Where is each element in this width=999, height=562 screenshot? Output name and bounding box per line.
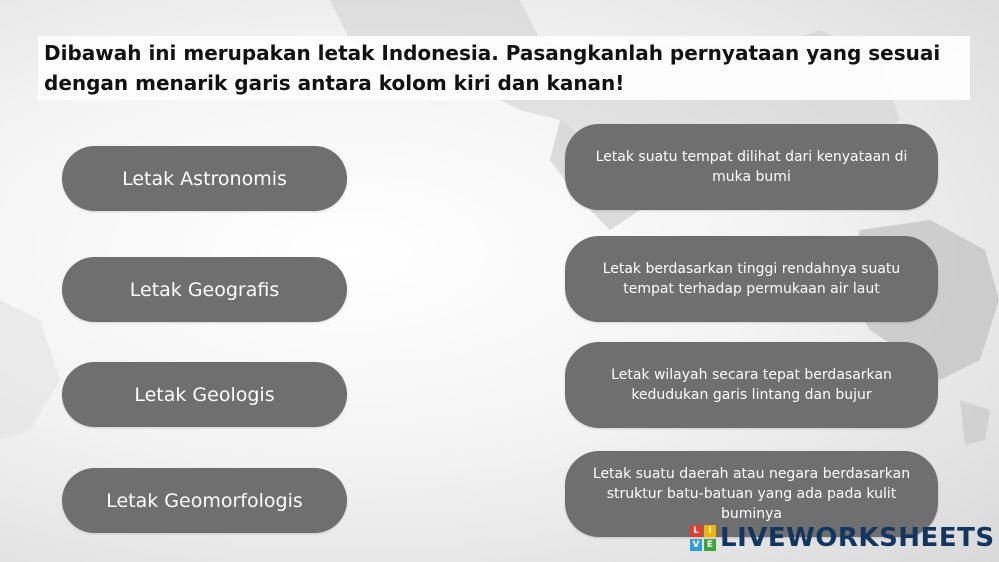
- left-option-geomorfologis[interactable]: Letak Geomorfologis: [62, 468, 347, 533]
- left-option-astronomis[interactable]: Letak Astronomis: [62, 146, 347, 211]
- logo-letter-v: V: [690, 539, 702, 551]
- left-option-geografis[interactable]: Letak Geografis: [62, 257, 347, 322]
- right-option-3[interactable]: Letak wilayah secara tepat berdasarkan kedudukan garis lintang dan bujur: [565, 342, 938, 428]
- logo-text: LIVEWORKSHEETS: [720, 523, 995, 553]
- liveworksheets-logo: [690, 522, 995, 554]
- instruction-text: Dibawah ini merupakan letak Indonesia. Pasangkanlah pernyataan yang sesuai dengan menarik garis antara kolom kiri dan kanan!: [38, 36, 970, 100]
- logo-letter-e: E: [704, 539, 716, 551]
- right-option-4[interactable]: Letak suatu daerah atau negara berdasarkan struktur batu-batuan yang ada pada kulit buminya: [565, 451, 938, 537]
- logo-letter-i: I: [704, 525, 716, 537]
- logo-mark-icon: [690, 525, 716, 551]
- logo-letter-l: L: [690, 525, 702, 537]
- right-option-1[interactable]: Letak suatu tempat dilihat dari kenyataan di muka bumi: [565, 124, 938, 210]
- right-option-2[interactable]: Letak berdasarkan tinggi rendahnya suatu tempat terhadap permukaan air laut: [565, 236, 938, 322]
- left-option-geologis[interactable]: Letak Geologis: [62, 362, 347, 427]
